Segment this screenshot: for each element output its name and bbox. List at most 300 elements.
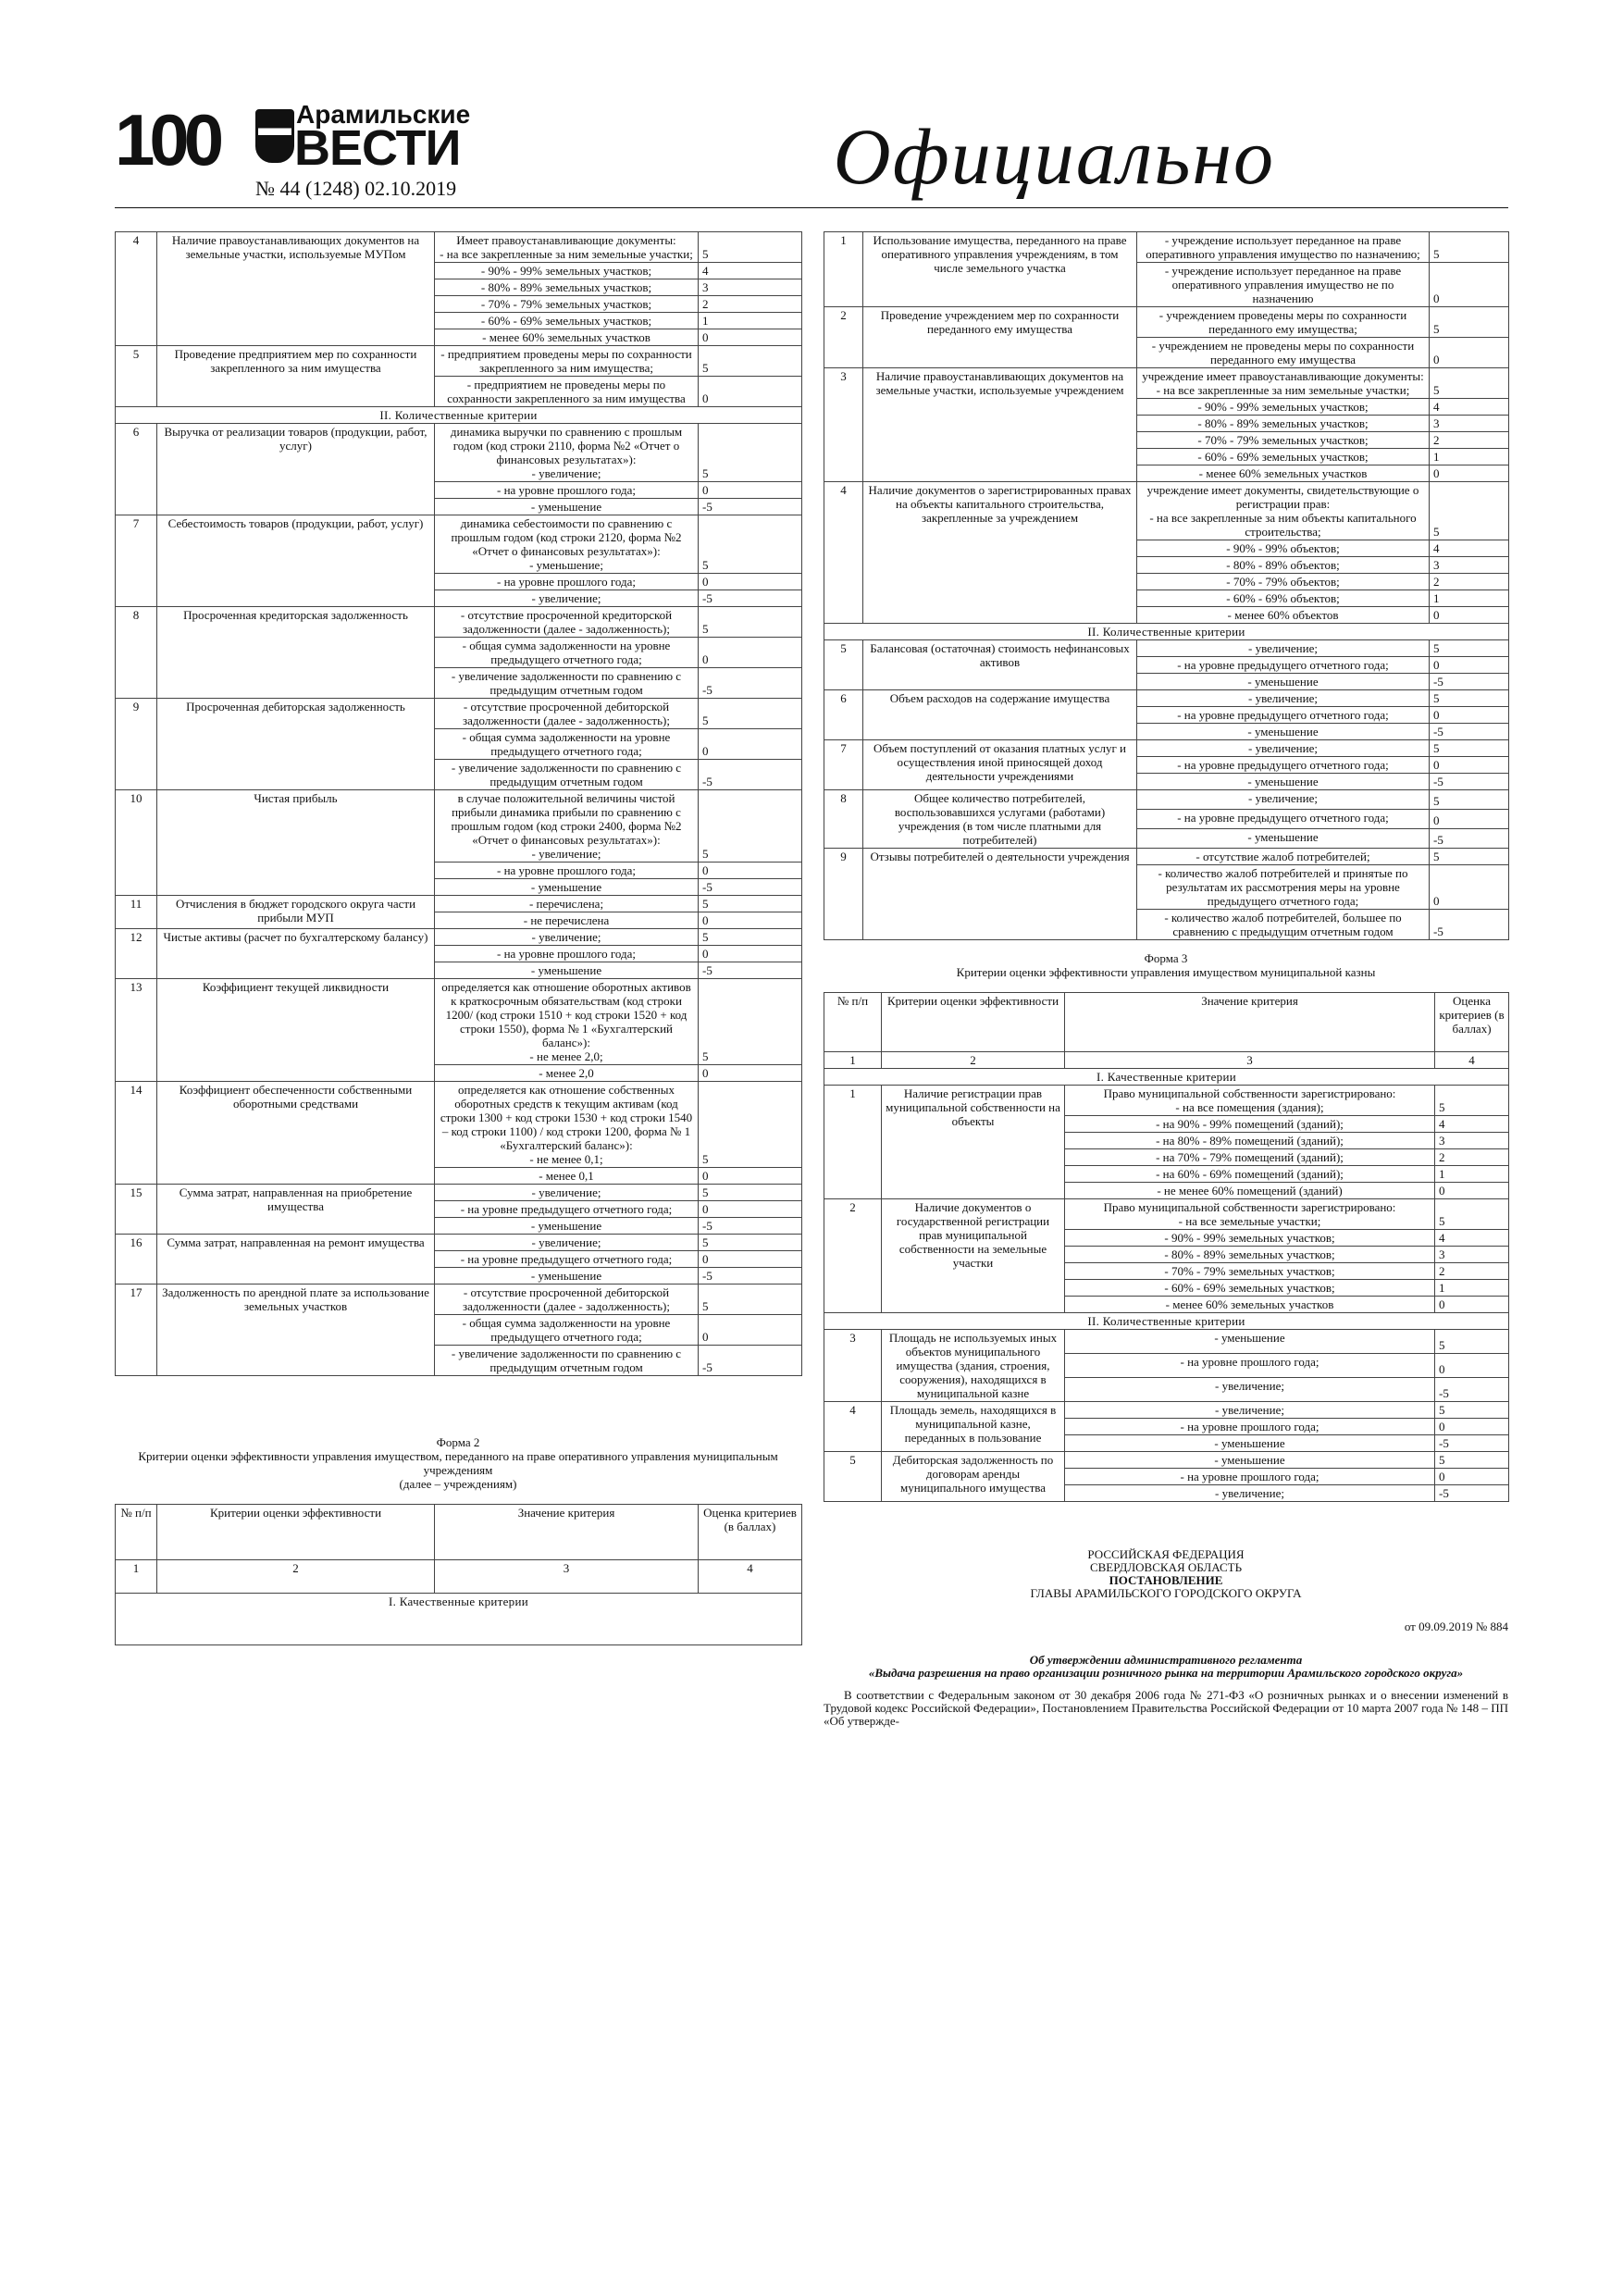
criterion-score: -5 <box>699 1346 802 1376</box>
criterion-score: 0 <box>699 482 802 499</box>
row-number: 4 <box>824 1402 882 1452</box>
criterion-value: - 60% - 69% земельных участков; <box>435 313 699 329</box>
col-index: 2 <box>157 1560 435 1594</box>
logo-title: ВЕСТИ <box>294 120 461 176</box>
row-number: 9 <box>116 699 157 790</box>
criterion-value: - уменьшение <box>435 879 699 896</box>
criterion-value: - 70% - 79% земельных участков; <box>1137 432 1430 449</box>
criterion-value: - менее 60% земельных участков <box>435 329 699 346</box>
criterion-value: - общая сумма задолженности на уровне предыдущего отчетного года; <box>435 729 699 760</box>
table-row <box>824 849 1509 865</box>
criterion-value: - перечислена; <box>435 896 699 912</box>
form2-caption-sub: (далее – учреждениям) <box>399 1477 517 1491</box>
criterion-score: 5 <box>1430 307 1509 338</box>
form3-caption-text: Критерии оценки эффективности управления имуществом муниципальной казны <box>956 965 1376 979</box>
decree-block <box>824 1548 1508 1728</box>
criterion-value: - на уровне прошлого года; <box>435 946 699 962</box>
criterion-score: 0 <box>699 1315 802 1346</box>
table-row <box>116 896 802 912</box>
criterion-value: - 90% - 99% земельных участков; <box>1137 399 1430 416</box>
col-index: 2 <box>882 1052 1065 1069</box>
criterion-score: 5 <box>1430 482 1509 540</box>
form2-table-header <box>115 1504 802 1645</box>
table-row <box>116 1285 802 1315</box>
table-row <box>824 740 1509 757</box>
criterion-score: -5 <box>1430 910 1509 940</box>
section-row: II. Количественные критерии <box>116 407 802 424</box>
criterion-score: -5 <box>699 962 802 979</box>
criterion-score: 5 <box>1430 849 1509 865</box>
criterion-score: 0 <box>699 638 802 668</box>
criterion-score: 5 <box>699 699 802 729</box>
table-row <box>116 607 802 638</box>
col-index: 1 <box>116 1560 157 1594</box>
row-number: 8 <box>116 607 157 699</box>
criterion-value: - увеличение; <box>1137 640 1430 657</box>
criterion-name: Задолженность по арендной плате за использование земельных участков <box>157 1285 435 1376</box>
row-number: 5 <box>116 346 157 407</box>
criterion-score: -5 <box>699 1218 802 1235</box>
criterion-value: - отсутствие просроченной дебиторской задолженности (далее - задолженность); <box>435 699 699 729</box>
criterion-value: - увеличение; <box>435 590 699 607</box>
criterion-name: Просроченная кредиторская задолженность <box>157 607 435 699</box>
criterion-name: Выручка от реализации товаров (продукции, работ, услуг) <box>157 424 435 515</box>
decree-country: РОССИЙСКАЯ ФЕДЕРАЦИЯ <box>1087 1547 1245 1561</box>
criterion-score: 5 <box>699 607 802 638</box>
col-index: 3 <box>435 1560 699 1594</box>
decree-title: Об утверждении административного регламента <box>1029 1653 1303 1667</box>
criterion-value: - учреждение использует переданное на праве оперативного управления имущество не по назначению <box>1137 263 1430 307</box>
row-number: 14 <box>116 1082 157 1185</box>
row-number: 1 <box>824 232 863 307</box>
criterion-value: - увеличение; <box>1137 690 1430 707</box>
row-number: 6 <box>116 424 157 515</box>
decree-region: СВЕРДЛОВСКАЯ ОБЛАСТЬ <box>1089 1560 1243 1574</box>
criterion-name: Наличие правоустанавливающих документов на земельные участки, используемые МУПом <box>157 232 435 346</box>
col-header-criteria: Критерии оценки эффективности <box>882 993 1065 1052</box>
criterion-value: - на уровне предыдущего отчетного года; <box>435 1201 699 1218</box>
criterion-score: 3 <box>1435 1247 1509 1263</box>
criterion-value: - на уровне прошлого года; <box>1065 1419 1435 1435</box>
criterion-score: 1 <box>1435 1280 1509 1297</box>
criterion-value: - 60% - 69% объектов; <box>1137 590 1430 607</box>
criterion-value: - увеличение задолженности по сравнению с предыдущим отчетным годом <box>435 760 699 790</box>
criterion-value: динамика себестоимости по сравнению с прошлым годом (код строки 2120, форма №2 «Отчет о финансовых результатах»): - уменьшение; <box>435 515 699 574</box>
criterion-score: 4 <box>1435 1116 1509 1133</box>
criterion-score: 3 <box>1435 1133 1509 1149</box>
criterion-value: учреждение имеет документы, свидетельствующие о регистрации прав: - на все закрепленные за ним объекты капитального строительства; <box>1137 482 1430 540</box>
criterion-score: -5 <box>699 760 802 790</box>
criterion-score: 2 <box>1435 1263 1509 1280</box>
criterion-score: 0 <box>1430 263 1509 307</box>
criterion-score: 1 <box>1435 1166 1509 1183</box>
criterion-value: - 60% - 69% земельных участков; <box>1137 449 1430 465</box>
col-header-score: Оценка критериев (в баллах) <box>1435 993 1509 1052</box>
criterion-value: - на уровне прошлого года; <box>435 574 699 590</box>
criterion-value: - увеличение; <box>435 929 699 946</box>
criterion-score: 3 <box>1430 557 1509 574</box>
col-header-number: № п/п <box>116 1505 157 1560</box>
table-row <box>824 232 1509 263</box>
criterion-value: - учреждением проведены меры по сохранности переданного ему имущества; <box>1137 307 1430 338</box>
criterion-value: - менее 2,0 <box>435 1065 699 1082</box>
criterion-name: Отзывы потребителей о деятельности учреждения <box>863 849 1137 940</box>
criterion-score: 5 <box>1430 790 1509 810</box>
table-row <box>824 1199 1509 1230</box>
criterion-value: - уменьшение <box>435 499 699 515</box>
criterion-value: - уменьшение <box>1137 829 1430 849</box>
table-row <box>116 1082 802 1168</box>
criterion-value: в случае положительной величины чистой прибыли динамика прибыли по сравнению с прошлым годом (код строки 2400, форма №2 «Отчет о финансовых результатах»): - увеличение; <box>435 790 699 863</box>
criterion-score: -5 <box>1435 1485 1509 1502</box>
criterion-score: 0 <box>699 574 802 590</box>
form3-table <box>824 992 1509 1502</box>
criterion-score: 0 <box>1430 810 1509 829</box>
criterion-value: - увеличение задолженности по сравнению с предыдущим отчетным годом <box>435 668 699 699</box>
criterion-score: 5 <box>699 1082 802 1168</box>
table-row <box>824 1086 1509 1116</box>
col-index: 3 <box>1065 1052 1435 1069</box>
criterion-score: 5 <box>699 232 802 263</box>
criterion-value: - на 70% - 79% помещений (зданий); <box>1065 1149 1435 1166</box>
criterion-value: - на уровне предыдущего отчетного года; <box>435 1251 699 1268</box>
criterion-score: 5 <box>699 515 802 574</box>
criterion-name: Сумма затрат, направленная на ремонт имущества <box>157 1235 435 1285</box>
form2-caption-text: Критерии оценки эффективности управления имуществом, переданного на праве оперативного управления муниципальным учреждениям <box>138 1449 778 1477</box>
criterion-value: Право муниципальной собственности зарегистрировано: - на все помещения (здания); <box>1065 1086 1435 1116</box>
form3-title: Форма 3 <box>1144 951 1188 965</box>
criterion-score: 0 <box>699 377 802 407</box>
criterion-name: Наличие правоустанавливающих документов на земельные участки, используемые учреждением <box>863 368 1137 482</box>
logo-number: 100 <box>115 99 219 180</box>
table-row <box>116 929 802 946</box>
criterion-value: - отсутствие жалоб потребителей; <box>1137 849 1430 865</box>
criterion-value: динамика выручки по сравнению с прошлым годом (код строки 2110, форма №2 «Отчет о финансовых результатах»): - увеличение; <box>435 424 699 482</box>
criterion-score: 5 <box>1430 232 1509 263</box>
coat-of-arms-icon <box>255 109 294 163</box>
row-number: 13 <box>116 979 157 1082</box>
criterion-value: - уменьшение <box>1137 724 1430 740</box>
decree-subject: «Выдача разрешения на право организации розничного рынка на территории Арамильского городского округа» <box>868 1666 1464 1680</box>
criterion-value: - на 80% - 89% помещений (зданий); <box>1065 1133 1435 1149</box>
criterion-value: - отсутствие просроченной кредиторской задолженности (далее - задолженность); <box>435 607 699 638</box>
criterion-name: Использование имущества, переданного на праве оперативного управления учреждениям, в том числе земельного участка <box>863 232 1137 307</box>
row-number: 5 <box>824 640 863 690</box>
section-row: I. Качественные критерии <box>824 1069 1509 1086</box>
criterion-score: 0 <box>699 1065 802 1082</box>
col-index: 4 <box>1435 1052 1509 1069</box>
criterion-name: Себестоимость товаров (продукции, работ, услуг) <box>157 515 435 607</box>
criterion-value: - количество жалоб потребителей, большее по сравнению с предыдущим отчетным годом <box>1137 910 1430 940</box>
criterion-score: 2 <box>1435 1149 1509 1166</box>
criterion-score: 5 <box>1435 1086 1509 1116</box>
criterion-score: 0 <box>1430 338 1509 368</box>
criterion-score: 0 <box>699 863 802 879</box>
row-number: 3 <box>824 1330 882 1402</box>
criterion-value: - увеличение; <box>1065 1378 1435 1402</box>
criterion-score: 0 <box>1430 465 1509 482</box>
criterion-score: -5 <box>699 879 802 896</box>
criterion-value: - 70% - 79% земельных участков; <box>1065 1263 1435 1280</box>
criterion-name: Коэффициент текущей ликвидности <box>157 979 435 1082</box>
criterion-score: 5 <box>1435 1452 1509 1469</box>
criterion-score: 5 <box>699 979 802 1065</box>
criterion-score: 1 <box>1430 449 1509 465</box>
criterion-score: 5 <box>1430 740 1509 757</box>
criterion-score: 5 <box>699 1185 802 1201</box>
form3-caption <box>824 951 1508 979</box>
criterion-score: 4 <box>1430 540 1509 557</box>
criterion-score: 5 <box>1430 368 1509 399</box>
criterion-value: - на уровне прошлого года; <box>1065 1354 1435 1378</box>
criterion-score: 4 <box>1430 399 1509 416</box>
criterion-name: Сумма затрат, направленная на приобретение имущества <box>157 1185 435 1235</box>
criterion-score: 0 <box>699 946 802 962</box>
decree-type: ПОСТАНОВЛЕНИЕ <box>1109 1573 1223 1587</box>
criterion-value: - уменьшение <box>1137 774 1430 790</box>
criterion-value: - 70% - 79% земельных участков; <box>435 296 699 313</box>
criterion-value: - на уровне прошлого года; <box>435 863 699 879</box>
table-row <box>824 307 1509 338</box>
row-number: 11 <box>116 896 157 929</box>
criterion-score: 5 <box>1430 640 1509 657</box>
criterion-value: - не менее 60% помещений (зданий) <box>1065 1183 1435 1199</box>
criterion-score: -5 <box>1435 1378 1509 1402</box>
row-number: 12 <box>116 929 157 979</box>
criterion-score: 5 <box>699 896 802 912</box>
decree-authority: ГЛАВЫ АРАМИЛЬСКОГО ГОРОДСКОГО ОКРУГА <box>1030 1586 1302 1600</box>
criterion-name: Просроченная дебиторская задолженность <box>157 699 435 790</box>
criterion-value: - увеличение; <box>1137 740 1430 757</box>
criterion-value: - предприятием не проведены меры по сохранности закрепленного за ним имущества <box>435 377 699 407</box>
criterion-score: 0 <box>699 1201 802 1218</box>
criterion-score: 0 <box>1435 1183 1509 1199</box>
col-header-value: Значение критерия <box>1065 993 1435 1052</box>
criterion-score: 0 <box>699 329 802 346</box>
criterion-value: - 90% - 99% объектов; <box>1137 540 1430 557</box>
criterion-value: - общая сумма задолженности на уровне предыдущего отчетного года; <box>435 1315 699 1346</box>
criterion-name: Коэффициент обеспеченности собственными оборотными средствами <box>157 1082 435 1185</box>
criterion-name: Чистые активы (расчет по бухгалтерскому балансу) <box>157 929 435 979</box>
criterion-value: - 80% - 89% земельных участков; <box>1137 416 1430 432</box>
criterion-score: 0 <box>699 1168 802 1185</box>
col-header-number: № п/п <box>824 993 882 1052</box>
table-row <box>824 1330 1509 1354</box>
table-row <box>824 690 1509 707</box>
table-row <box>824 640 1509 657</box>
row-number: 16 <box>116 1235 157 1285</box>
criterion-score: 4 <box>699 263 802 279</box>
table-row <box>824 1452 1509 1469</box>
criterion-name: Площадь не используемых иных объектов муниципального имущества (здания, строения, сооружения), находящихся в муниципальной казне <box>882 1330 1065 1402</box>
criterion-name: Наличие документов о государственной регистрации прав муниципальной собственности на земельные участки <box>882 1199 1065 1313</box>
form2-title: Форма 2 <box>436 1435 480 1449</box>
table-row <box>116 790 802 863</box>
criterion-score: -5 <box>1430 774 1509 790</box>
form2-table-body <box>824 231 1509 940</box>
criterion-value: - количество жалоб потребителей и принятые по результатам их рассмотрения меры на уровне предыдущего отчетного года; <box>1137 865 1430 910</box>
col-header-score: Оценка критериев (в баллах) <box>699 1505 802 1560</box>
table-row <box>824 1402 1509 1419</box>
criterion-value: учреждение имеет правоустанавливающие документы: - на все закрепленные за ним земельные участки; <box>1137 368 1430 399</box>
table-row <box>116 1185 802 1201</box>
criterion-value: - 70% - 79% объектов; <box>1137 574 1430 590</box>
col-header-value: Значение критерия <box>435 1505 699 1560</box>
criterion-value: определяется как отношение собственных оборотных средств к текущим активам (код строки 1300 + код строки 1530 + код строки 1540 – код строки 1100) / код строки 1200, форма № 1 «Бухгалтерский баланс»): - не менее 0,1; <box>435 1082 699 1168</box>
criterion-value: - 60% - 69% земельных участков; <box>1065 1280 1435 1297</box>
criterion-name: Отчисления в бюджет городского округа части прибыли МУП <box>157 896 435 929</box>
criterion-score: 2 <box>1430 432 1509 449</box>
criterion-score: 5 <box>1435 1402 1509 1419</box>
criterion-score: 2 <box>699 296 802 313</box>
criterion-score: 0 <box>1435 1419 1509 1435</box>
criterion-value: - увеличение; <box>435 1185 699 1201</box>
criterion-value: Имеет правоустанавливающие документы: - на все закрепленные за ним земельные участки; <box>435 232 699 263</box>
col-header-criteria: Критерии оценки эффективности <box>157 1505 435 1560</box>
section-row: II. Количественные критерии <box>824 624 1509 640</box>
criterion-score: 0 <box>1435 1354 1509 1378</box>
criterion-value: - на уровне прошлого года; <box>435 482 699 499</box>
criterion-value: - учреждением не проведены меры по сохранности переданного ему имущества <box>1137 338 1430 368</box>
col-index: 4 <box>699 1560 802 1594</box>
criterion-score: 5 <box>699 1235 802 1251</box>
criterion-score: -5 <box>1435 1435 1509 1452</box>
criterion-value: - предприятием проведены меры по сохранности закрепленного за ним имущества; <box>435 346 699 377</box>
criterion-score: 0 <box>1430 657 1509 674</box>
form1-table-continued <box>115 231 802 1376</box>
criterion-name: Балансовая (остаточная) стоимость нефинансовых активов <box>863 640 1137 690</box>
criterion-score: 1 <box>1430 590 1509 607</box>
criterion-score: 0 <box>1430 607 1509 624</box>
table-row <box>116 515 802 574</box>
criterion-value: определяется как отношение оборотных активов к краткосрочным обязательствам (код строки 1200/ (код строки 1510 + код строки 1520 + код строки 1550), форма № 1 «Бухгалтерский баланс»): - не менее 2,0; <box>435 979 699 1065</box>
criterion-value: - уменьшение <box>1065 1452 1435 1469</box>
decree-body: В соответствии с Федеральным законом от 30 декабря 2006 года № 271-ФЗ «О розничных рынках и о внесении изменений в Трудовой кодекс Российской Федерации», Постановлением Правительства Российской Федерации от 10 марта 2007 года № 148 – ПП «Об утвержде- <box>824 1688 1508 1728</box>
criterion-value: - уменьшение <box>1137 674 1430 690</box>
criterion-score: 2 <box>1430 574 1509 590</box>
row-number: 1 <box>824 1086 882 1199</box>
row-number: 7 <box>824 740 863 790</box>
criterion-value: - 80% - 89% земельных участков; <box>435 279 699 296</box>
criterion-value: - менее 0,1 <box>435 1168 699 1185</box>
row-number: 15 <box>116 1185 157 1235</box>
criterion-score: 0 <box>1435 1297 1509 1313</box>
criterion-score: 5 <box>1430 690 1509 707</box>
masthead <box>115 96 1275 201</box>
criterion-value: - на уровне прошлого года; <box>1065 1469 1435 1485</box>
table-row <box>116 232 802 263</box>
criterion-value: - на уровне предыдущего отчетного года; <box>1137 757 1430 774</box>
criterion-score: 0 <box>1430 757 1509 774</box>
criterion-value: - 80% - 89% земельных участков; <box>1065 1247 1435 1263</box>
criterion-name: Проведение учреждением мер по сохранности переданного ему имущества <box>863 307 1137 368</box>
criterion-score: 0 <box>699 912 802 929</box>
criterion-value: - не перечислена <box>435 912 699 929</box>
row-number: 10 <box>116 790 157 896</box>
criterion-score: 4 <box>1435 1230 1509 1247</box>
criterion-score: -5 <box>699 590 802 607</box>
criterion-value: - на 60% - 69% помещений (зданий); <box>1065 1166 1435 1183</box>
row-number: 6 <box>824 690 863 740</box>
criterion-score: 5 <box>699 424 802 482</box>
criterion-name: Объем поступлений от оказания платных услуг и осуществления иной приносящей доход деятельности учреждениями <box>863 740 1137 790</box>
criterion-score: -5 <box>1430 724 1509 740</box>
criterion-name: Объем расходов на содержание имущества <box>863 690 1137 740</box>
logo-top-text: Арамильские <box>296 100 471 129</box>
criterion-score: 5 <box>1435 1199 1509 1230</box>
row-number: 7 <box>116 515 157 607</box>
criterion-score: 5 <box>699 346 802 377</box>
criterion-score: 3 <box>1430 416 1509 432</box>
criterion-value: - увеличение; <box>1065 1485 1435 1502</box>
criterion-value: - уменьшение <box>1065 1330 1435 1354</box>
criterion-score: 0 <box>1435 1469 1509 1485</box>
criterion-score: 5 <box>699 790 802 863</box>
criterion-value: - увеличение задолженности по сравнению с предыдущим отчетным годом <box>435 1346 699 1376</box>
right-column <box>824 231 1508 1728</box>
criterion-value: - менее 60% земельных участков <box>1065 1297 1435 1313</box>
row-number: 4 <box>824 482 863 624</box>
criterion-name: Наличие регистрации прав муниципальной собственности на объекты <box>882 1086 1065 1199</box>
criterion-score: 0 <box>699 1251 802 1268</box>
criterion-value: - 90% - 99% земельных участков; <box>435 263 699 279</box>
criterion-value: - учреждение использует переданное на праве оперативного управления имущество по назначению; <box>1137 232 1430 263</box>
row-number: 5 <box>824 1452 882 1502</box>
form2-caption <box>115 1435 801 1491</box>
criterion-value: - 90% - 99% земельных участков; <box>1065 1230 1435 1247</box>
criterion-value: - уменьшение <box>435 1268 699 1285</box>
criterion-score: 1 <box>699 313 802 329</box>
criterion-name: Общее количество потребителей, воспользовавшихся услугами (работами) учреждения (в том числе платными для потребителей) <box>863 790 1137 849</box>
criterion-value: - 80% - 89% объектов; <box>1137 557 1430 574</box>
section-title: Официально <box>833 112 1275 201</box>
criterion-value: - на уровне предыдущего отчетного года; <box>1137 657 1430 674</box>
criterion-value: - отсутствие просроченной дебиторской задолженности (далее - задолженность); <box>435 1285 699 1315</box>
criterion-value: - увеличение; <box>1065 1402 1435 1419</box>
criterion-value: - уменьшение <box>435 962 699 979</box>
criterion-value: - на уровне предыдущего отчетного года; <box>1137 707 1430 724</box>
criterion-score: 0 <box>1430 865 1509 910</box>
criterion-score: -5 <box>699 668 802 699</box>
criterion-score: 5 <box>699 929 802 946</box>
criterion-value: - увеличение; <box>1137 790 1430 810</box>
criterion-name: Наличие документов о зарегистрированных правах на объекты капитального строительства, закрепленные за учреждением <box>863 482 1137 624</box>
criterion-score: 0 <box>1430 707 1509 724</box>
criterion-name: Чистая прибыль <box>157 790 435 896</box>
table-row <box>824 790 1509 810</box>
criterion-score: -5 <box>1430 829 1509 849</box>
row-number: 8 <box>824 790 863 849</box>
criterion-name: Площадь земель, находящихся в муниципальной казне, переданных в пользование <box>882 1402 1065 1452</box>
row-number: 2 <box>824 1199 882 1313</box>
criterion-score: 3 <box>699 279 802 296</box>
criterion-score: -5 <box>699 1268 802 1285</box>
table-row <box>116 1235 802 1251</box>
decree-date: от 09.09.2019 № 884 <box>1404 1620 1508 1633</box>
row-number: 2 <box>824 307 863 368</box>
table-row <box>116 346 802 377</box>
table-row <box>824 482 1509 540</box>
criterion-value: - уменьшение <box>1065 1435 1435 1452</box>
criterion-score: 0 <box>699 729 802 760</box>
row-number: 9 <box>824 849 863 940</box>
section-row: I. Качественные критерии <box>116 1594 802 1645</box>
row-number: 3 <box>824 368 863 482</box>
criterion-score: -5 <box>1430 674 1509 690</box>
header-rule <box>115 207 1508 208</box>
criterion-value: - общая сумма задолженности на уровне предыдущего отчетного года; <box>435 638 699 668</box>
criterion-score: 5 <box>1435 1330 1509 1354</box>
